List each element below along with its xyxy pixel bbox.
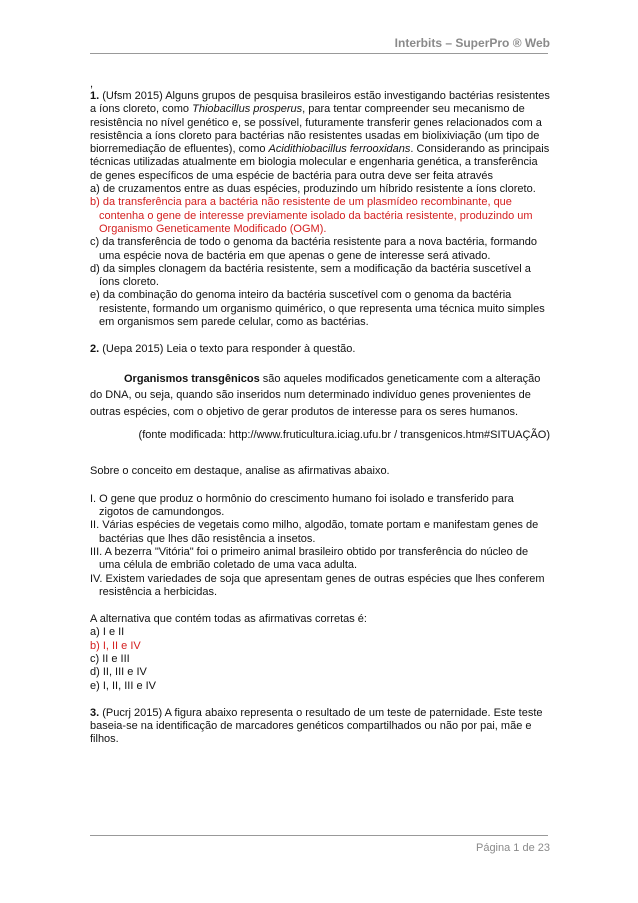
question-2-highlight-term: Organismos transgênicos [124, 372, 260, 385]
question-2-text [90, 371, 550, 421]
document-body [90, 78, 550, 747]
question-1-stem [90, 90, 550, 183]
question-2-option-c: c) II e III [90, 653, 130, 665]
question-1-intro-c: . Considerando as principais técnicas utilizadas atualmente em biologia molecular e engenharia genética, a transferência de genes específicos de uma espécie de bactéria para outra deve ser feita através [90, 143, 550, 182]
question-1-option-c: c) da transferência de todo o genoma da bactéria resistente para a nova bactéria, formando uma espécie nova de bactéria em que apenas o gene de interesse será ativado. [90, 236, 537, 262]
marker: , [90, 78, 94, 90]
question-3-stem [90, 707, 550, 747]
question-2-ask: A alternativa que contém todas as afirmativas corretas é: [90, 613, 367, 626]
statement-iv: IV. Existem variedades de soja que apresentam genes de outras espécies que lhes conferem resistência a herbicidas. [90, 572, 545, 598]
statement-iii: III. A bezerra "Vitória" foi o primeiro animal brasileiro obtido por transferência do núcleo de uma célula de embrião coletado de uma vaca adulta. [90, 545, 529, 572]
question-1-number: 1. [90, 90, 100, 102]
question-2-stem [90, 343, 550, 356]
question-2-text-rest: são aqueles modificados geneticamente com a alteração do DNA, ou seja, quando são inseridos num determinado indivíduo genes provenientes de outras espécies, com o objetivo de gerar produtos de interesse para os seres humanos. [90, 372, 541, 418]
page-header-title: Interbits – SuperPro ® Web [394, 36, 550, 50]
question-2-number: 2. [90, 343, 100, 356]
header-divider [90, 53, 548, 54]
footer-divider [90, 835, 548, 836]
statement-ii: II. Várias espécies de vegetais como milho, algodão, tomate portam e manifestam genes de bactérias que lhes dão resistência a insetos. [90, 519, 539, 545]
question-3-number: 3. [90, 706, 100, 719]
question-1-option-b-correct: b) da transferência para a bactéria não resistente de um plasmídeo recombinante, que contenha o gene de interesse previamente isolado da bactéria resistente, produzindo um Organismo Geneticamente Modificado (OGM). [90, 196, 533, 235]
statement-i: I. O gene que produz o hormônio do crescimento humano foi isolado e transferido para zigotos de camundongos. [90, 492, 514, 519]
question-2-prompt: Sobre o conceito em destaque, analise as afirmativas abaixo. [90, 465, 390, 478]
question-2-option-b-correct: b) I, II e IV [90, 639, 141, 652]
question-1-intro-b: , para tentar compreender seu mecanismo de resistência no nível genético e, se possível, futuramente transferir genes relacionados com a resistência a íons cloreto para bactérias não resistentes usadas em biolixiviação (um tipo de biorremediação de efluentes), como [90, 103, 542, 156]
question-1-intro-a: (Ufsm 2015) Alguns grupos de pesquisa brasileiros estão investigando bactérias resistentes a íons cloreto, como [90, 90, 550, 116]
page-number: Página 1 de 23 [475, 842, 550, 854]
species-acidithiobacillus: Acidithiobacillus ferrooxidans [268, 143, 411, 156]
question-1-option-e: e) da combinação do genoma inteiro da bactéria suscetível com o genoma da bactéria resistente, formando um organismo quimérico, o que representa uma técnica muito simples em organismos sem parede celular, como as bactérias. [90, 289, 545, 329]
question-2-intro: (Uepa 2015) Leia o texto para responder à questão. [99, 343, 356, 356]
question-2-option-e: e) I, II, III e IV [90, 679, 157, 692]
question-1-option-d: d) da simples clonagem da bactéria resistente, sem a modificação da bactéria suscetível a íons cloreto. [90, 262, 531, 289]
question-2-option-d: d) II, III e IV [90, 666, 147, 679]
question-3-intro: (Pucrj 2015) A figura abaixo representa o resultado de um teste de paternidade. Este teste baseia-se na identificação de marcadores genéticos compartilhados ou não por pai, mãe e filhos. [90, 706, 543, 746]
question-2-option-a: a) I e II [90, 626, 125, 639]
species-thiobacillus: Thiobacillus prosperus [192, 103, 303, 116]
question-1-option-a: a) de cruzamentos entre as duas espécies, produzindo um híbrido resistente a íons cloreto. [90, 183, 536, 196]
question-2-source: (fonte modificada: http://www.fruticultura.iciag.ufu.br / transgenicos.htm#SITUAÇÃO) [138, 429, 550, 442]
